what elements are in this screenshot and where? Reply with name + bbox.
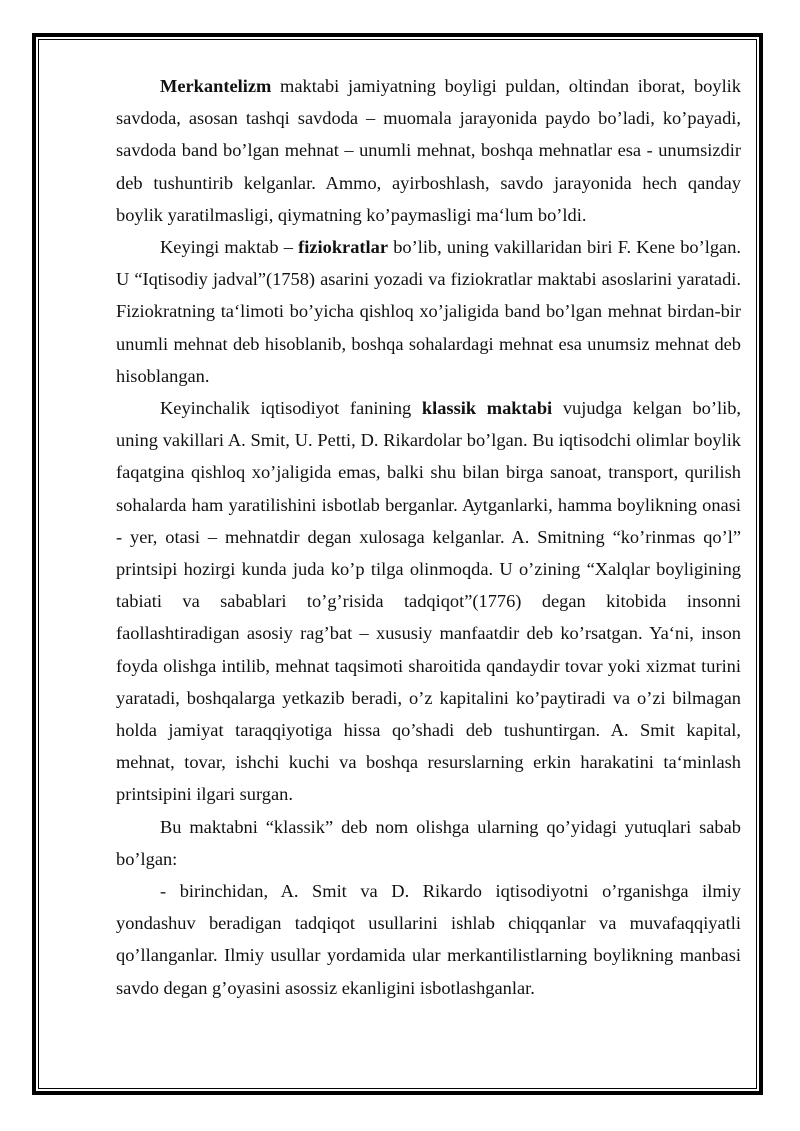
paragraph-text: Keyinchalik iqtisodiyot fanining [160,398,422,419]
paragraph-text: Keyingi maktab – [160,237,299,258]
term-klassik-maktabi: klassik maktabi [421,398,553,419]
paragraph-text: - birinchidan, A. Smit va D. Rikardo iqtisodiyotni o’rganishga ilmiy yondashuv beradigan tadqiqot usullarini ishlab chiqqanlar va muvafaqqiyatli qo’llanganlar. Ilmiy usullar yordamida ular merkantilistlarning boylikning manbasi savdo degan g’oyasini asossiz ekanligini isbotlashganlar. [116,881,741,998]
paragraph-text: bo’lib, uning vakillaridan biri F. Kene bo’lgan. U “Iqtisodiy jadval”(1758) asarini yozadi va fiziokratlar maktabi asoslarini yaratadi. Fiziokratning ta‘limoti bo’yicha qishloq xo’jaligida band bo’lgan mehnat birdan-bir unumli mehnat deb hisoblanib, boshqa sohalardagi mehnat esa unumsiz mehnat deb hisoblangan. [116,237,741,386]
paragraph-text: vujudga kelgan bo’lib, uning vakillari A. Smit, U. Petti, D. Rikardolar bo’lgan. Bu iqtisodchi olimlar boylik faqatgina qishloq xo’jaligida emas, balki shu bilan birga sanoat, transport, qurilish sohalarda ham yaratilishini isbotlab berganlar. Aytganlarki, hamma boylikning onasi - yer, otasi – mehnatdir degan xulosaga kelganlar. A. Smitning “ko’rinmas qo’l” printsipi hozirgi kunda juda ko’p tilga olinmoqda. U o’zining “Xalqlar boyligining tabiati va sabablari to’g’risida tadqiqot”(1776) degan kitobida insonni faollashtiradigan asosiy rag’bat – xususiy manfaatdir deb ko’rsatgan. Ya‘ni, inson foyda olishga intilib, mehnat taqsimoti sharoitida qandaydir tovar yoki xizmat turini yaratadi, boshqalarga yetkazib beradi, o’z kapitalini ko’paytiradi va o’zi bilmagan holda jamiyat taraqqiyotiga hissa qo’shadi deb tushuntirgan. A. Smit kapital, mehnat, tovar, ishchi kuchi va boshqa resurslarning erkin harakatini ta‘minlash printsipini ilgari surgan. [116,398,741,805]
paragraph-birinchidan [116,875,741,1004]
paragraph-merkantelizm [116,70,741,231]
paragraph-klassik-maktab [116,392,741,811]
term-merkantelizm: Merkantelizm [160,76,272,96]
document-body [116,70,741,1004]
paragraph-klassik-yutuqlar [116,811,741,875]
term-fiziokratlar: fiziokratlar [298,237,389,258]
paragraph-text: Bu maktabni “klassik” deb nom olishga ularning qo’yidagi yutuqlari sabab bo’lgan: [116,816,741,869]
paragraph-text: maktabi jamiyatning boyligi puldan, oltindan iborat, boylik savdoda, asosan tashqi savdoda – muomala jarayonida paydo bo’ladi, ko’payadi, savdoda band bo’lgan mehnat – unumli mehnat, boshqa mehnatlar esa - unumsizdir deb tushuntirib kelganlar. Ammo, ayirboshlash, savdo jarayonida hech qanday boylik yaratilmasligi, qiymatning ko’paymasligi ma‘lum bo’ldi. [116,76,741,225]
paragraph-fiziokratlar [116,231,741,392]
